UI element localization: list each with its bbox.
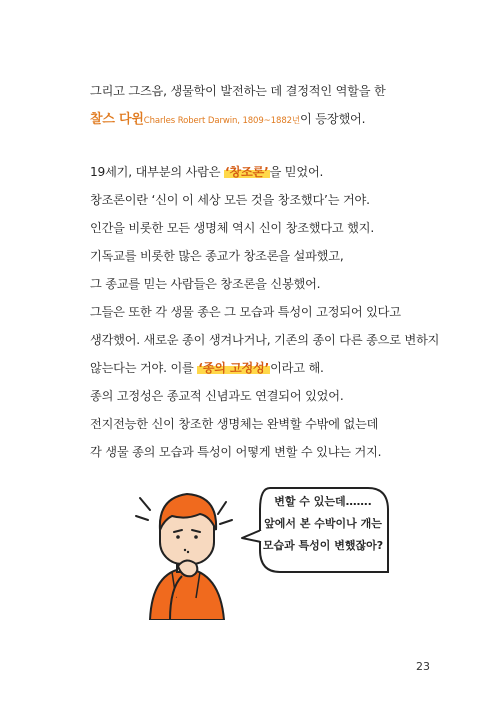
body-line-2: 창조론이란 ‘신이 이 세상 모든 것을 창조했다’는 거야. (90, 193, 370, 207)
main-paragraph (90, 158, 440, 466)
body-line-1 (90, 158, 430, 186)
bubble-line-2: 앞에서 본 수박이나 개는 (264, 517, 382, 530)
highlight-fixity-of-species: ‘종의 고정성’ (198, 361, 270, 375)
darwin-name: 찰스 다윈 (90, 112, 144, 127)
page-number: 23 (416, 660, 430, 673)
bubble-line-3: 모습과 특성이 변했잖아? (262, 539, 384, 552)
bubble-line-1: 변할 수 있는데……. (274, 495, 372, 508)
body-line-3: 인간을 비롯한 모든 생명체 역시 신이 창조했다고 했지. (90, 221, 375, 235)
body-line-7: 생각했어. 새로운 종이 생겨나거나, 기존의 종이 다른 종으로 변하지 (90, 333, 440, 347)
body-line-8-end: 이라고 해. (270, 361, 324, 375)
body-line-8-text: 않는다는 거야. 이를 (90, 361, 198, 375)
bubble-text (243, 491, 403, 557)
body-line-4: 기독교를 비롯한 많은 종교가 창조론을 설파했고, (90, 249, 344, 263)
body-line-8 (90, 354, 430, 382)
intro-line-2-end: 이 등장했어. (300, 112, 366, 126)
intro-line-1: 그리고 그즈음, 생물학이 발전하는 데 결정적인 역할을 한 (90, 84, 386, 98)
body-line-9: 종의 고정성은 종교적 신념과도 연결되어 있었어. (90, 389, 344, 403)
body-line-1-end: 을 믿었어. (269, 165, 324, 179)
darwin-annotation: Charles Robert Darwin, 1809~1882년 (143, 116, 301, 126)
intro-paragraph (90, 77, 430, 133)
highlight-creationism: ‘창조론’ (224, 165, 269, 179)
body-line-6: 그들은 또한 각 생물 종은 그 모습과 특성이 고정되어 있다고 (90, 305, 401, 319)
intro-line-2 (90, 105, 430, 133)
body-line-5: 그 종교를 믿는 사람들은 창조론을 신봉했어. (90, 277, 321, 291)
body-line-1-text: 19세기, 대부분의 사람은 (90, 165, 224, 179)
body-line-10: 전지전능한 신이 창조한 생명체는 완벽할 수밖에 없는데 (90, 417, 379, 431)
body-line-11: 각 생물 종의 모습과 특성이 어떻게 변할 수 있냐는 거지. (90, 445, 382, 459)
